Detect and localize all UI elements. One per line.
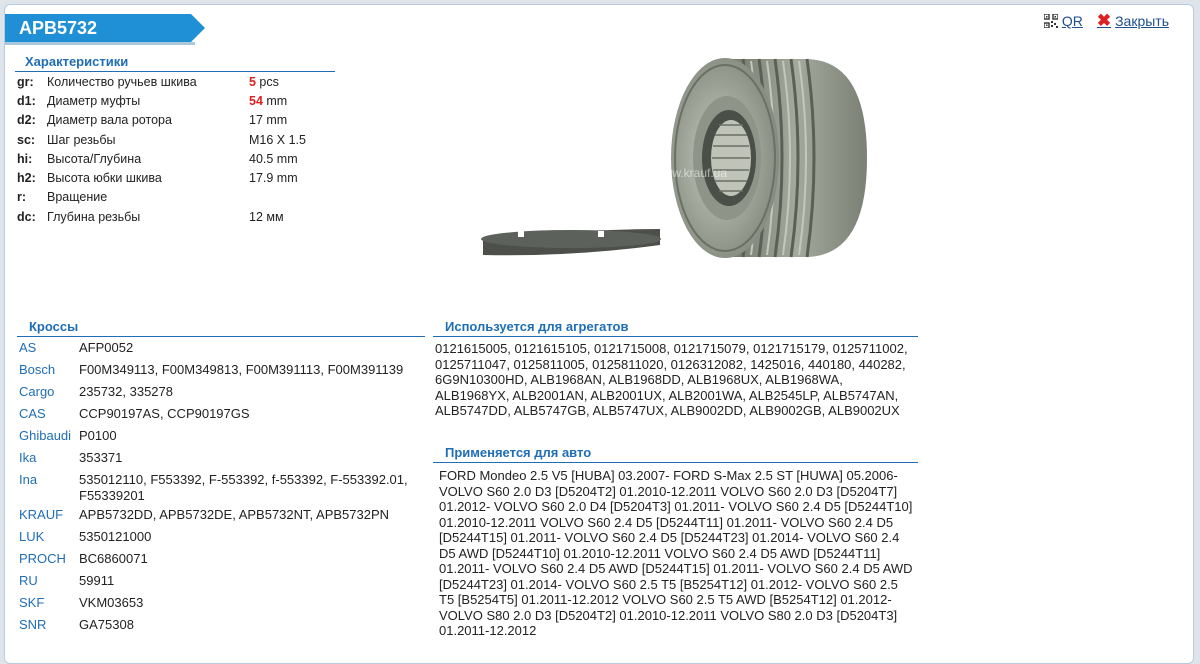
- spec-name: Высота юбки шкива: [47, 171, 162, 186]
- spec-code: dc:: [17, 209, 36, 224]
- spec-value: M16 X 1.5: [249, 132, 306, 147]
- top-links: [1044, 13, 1169, 29]
- cross-row: [17, 548, 425, 570]
- cross-brand: CAS: [19, 406, 46, 421]
- spec-value: [249, 94, 287, 108]
- cross-codes: 235732, 335278: [79, 384, 173, 399]
- cross-title: Кроссы: [17, 319, 425, 337]
- cars-text: FORD Mondeo 2.5 V5 [HUBA] 03.2007- FORD S-Max 2.5 ST [HUWA] 05.2006- VOLVO S60 2.0 D3 [D5204T2] 01.2010-12.2011 VOLVO S60 2.0 D3 [D5204T7] 01.2012- VOLVO S60 2.0 D4 [D5204T3] 01.2011- VOLVO S60 2.4 D5 [D5244T10] 01.2010-12.2011 VOLVO S60 2.4 D5 [D5244T11] 01.2011- VOLVO S60 2.4 D5 [D5244T15] 01.2011- VOLVO S60 2.4 D5 [D5244T23] 01.2014- VOLVO S60 2.4 D5 AWD [D5244T10] 01.2010-12.2011 VOLVO S60 2.4 D5 AWD [D5244T11] 01.2011- VOLVO S60 2.4 D5 AWD [D5244T15] 01.2011- VOLVO S60 2.4 D5 AWD [D5244T23] 01.2014- VOLVO S60 2.5 T5 [B5254T12] 01.2012- VOLVO S60 2.5 T5 [B5254T5] 01.2011-12.2012 VOLVO S60 2.5 T5 AWD [B5254T12] 01.2012- VOLVO S80 2.0 D3 [D5204T2] 01.2010-12.2011 VOLVO S80 2.0 D3 [D5204T3] 01.2011-12.2012: [439, 468, 913, 638]
- spec-unit: mm: [262, 93, 288, 108]
- units-title: Используется для агрегатов: [433, 319, 918, 337]
- cross-codes: AFP0052: [79, 340, 134, 355]
- cross-brand: SNR: [19, 617, 47, 632]
- cross-row: [17, 425, 425, 447]
- spec-value: 17.9 mm: [249, 171, 298, 186]
- cross-brand: Ina: [19, 472, 38, 487]
- cross-brand: Ika: [19, 450, 37, 465]
- cross-codes: F00M349113, F00M349813, F00M391113, F00M391139: [79, 362, 404, 377]
- cross-codes: CCP90197AS, CCP90197GS: [79, 406, 250, 421]
- cross-codes: P0100: [79, 428, 117, 443]
- cross-row: [17, 592, 425, 614]
- cars-title: Применяется для авто: [433, 445, 918, 463]
- spec-row: [15, 168, 335, 187]
- spec-unit: pcs: [255, 74, 279, 89]
- product-image: [475, 53, 875, 263]
- spec-value-number: 5: [249, 74, 256, 89]
- spec-name: Диаметр вала ротора: [47, 113, 172, 128]
- spec-row: [15, 111, 335, 130]
- spec-code: d2:: [17, 113, 36, 128]
- cross-row: [17, 526, 425, 548]
- cross-brand: Bosch: [19, 362, 56, 377]
- spec-code: d1:: [17, 93, 36, 108]
- spec-row: [15, 188, 335, 207]
- cross-row: [17, 403, 425, 425]
- spec-code: h2:: [17, 171, 36, 186]
- cross-brand: PROCH: [19, 551, 66, 566]
- spec-name: Диаметр муфты: [47, 93, 141, 108]
- specs-table: [15, 72, 335, 226]
- specs-title: Характеристики: [15, 54, 335, 72]
- qr-link[interactable]: [1044, 13, 1083, 29]
- product-panel: [4, 4, 1194, 664]
- cars-section: [433, 445, 918, 639]
- spec-code: sc:: [17, 132, 36, 147]
- spec-row: [15, 149, 335, 168]
- spec-value-number: 54: [249, 93, 263, 108]
- cross-row: [17, 337, 425, 359]
- spec-name: Глубина резьбы: [47, 209, 141, 224]
- cross-table: [17, 337, 425, 636]
- cross-codes[interactable]: APB5732DD, APB5732DE, APB5732NT, APB5732PN: [79, 507, 390, 522]
- spec-code: gr:: [17, 74, 34, 89]
- cross-codes: VKM03653: [79, 595, 144, 610]
- cross-brand: Ghibaudi: [19, 428, 72, 443]
- spec-name: Вращение: [47, 190, 108, 205]
- close-label: Закрыть: [1115, 13, 1169, 29]
- cross-codes: BC6860071: [79, 551, 148, 566]
- title-shadow: [5, 42, 195, 45]
- cross-brand: KRAUF: [19, 507, 64, 522]
- cross-codes: 353371: [79, 450, 123, 465]
- close-icon: ✖: [1096, 11, 1112, 30]
- specs-section: [15, 54, 335, 226]
- cross-brand: AS: [19, 340, 37, 355]
- cross-row: [17, 447, 425, 469]
- cross-brand: Cargo: [19, 384, 55, 399]
- spec-name: Количество ручьев шкива: [47, 74, 197, 89]
- spec-value: [249, 75, 279, 89]
- cross-codes: 535012110, F553392, F-553392, f-553392, F-553392.01, F55339201: [79, 472, 408, 503]
- cross-brand: RU: [19, 573, 38, 588]
- cross-row: [17, 504, 425, 526]
- cross-row: [17, 381, 425, 403]
- spec-value: 17 mm: [249, 113, 288, 128]
- cross-row: [17, 469, 425, 504]
- spec-value: 12 мм: [249, 209, 284, 224]
- spec-code: r:: [17, 190, 27, 205]
- spec-code: hi:: [17, 151, 33, 166]
- qr-icon: [1044, 14, 1058, 28]
- part-number-title: APB5732: [5, 14, 191, 42]
- cross-section: [17, 319, 425, 636]
- qr-label: QR: [1061, 13, 1083, 29]
- units-text: 0121615005, 0121615105, 0121715008, 0121715079, 0121715179, 0125711002, 0125711047, 0125811005, 0125811020, 0126312082, 1425016, 440180, 440282, 6G9N10300HD, ALB1968AN, ALB1968DD, ALB1968UX, ALB1968WA, ALB1968YX, ALB2001AN, ALB2001UX, ALB2001WA, ALB2545LP, ALB5747AN, ALB5747DD, ALB5747GB, ALB5747UX, ALB9002DD, ALB9002GB, ALB9002UX: [435, 341, 908, 418]
- close-link[interactable]: [1097, 13, 1169, 29]
- cross-row: [17, 359, 425, 381]
- cross-row: [17, 570, 425, 592]
- cross-codes: 5350121000: [79, 529, 152, 544]
- spec-row: [15, 130, 335, 149]
- spec-value: 40.5 mm: [249, 151, 298, 166]
- spec-row: [15, 207, 335, 226]
- watermark-text: www.krauf.ua: [655, 166, 728, 180]
- spec-row: [15, 72, 335, 91]
- cross-row: [17, 614, 425, 636]
- cross-codes: GA75308: [79, 617, 134, 632]
- cross-brand: SKF: [19, 595, 45, 610]
- cross-codes: 59911: [79, 573, 115, 588]
- cross-brand: LUK: [19, 529, 45, 544]
- spec-name: Высота/Глубина: [47, 151, 142, 166]
- units-section: [433, 319, 918, 419]
- spec-name: Шаг резьбы: [47, 132, 116, 147]
- spec-row: [15, 91, 335, 110]
